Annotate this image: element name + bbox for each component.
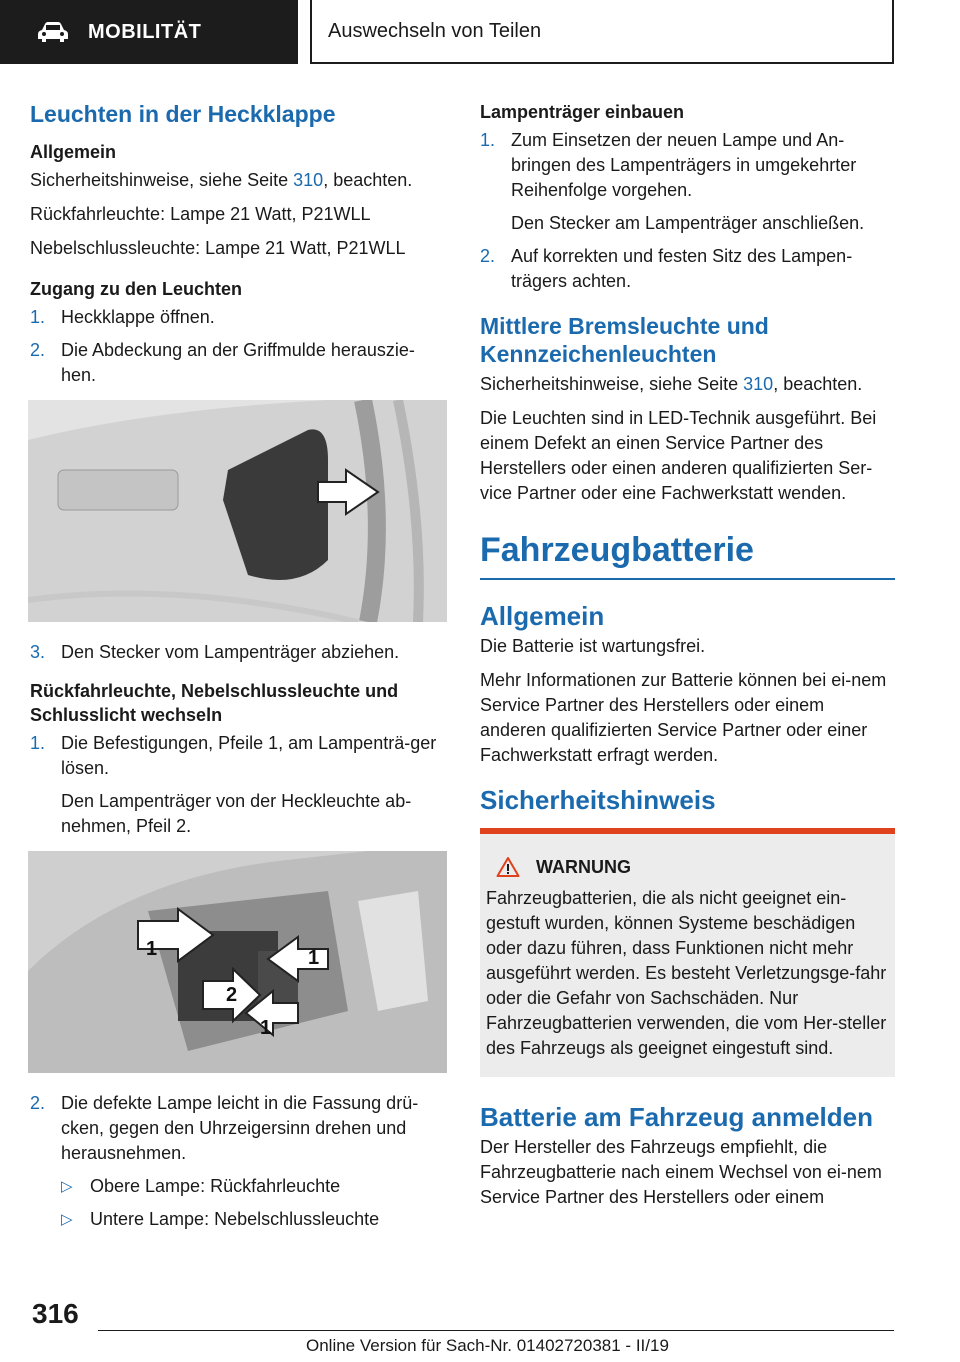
page-link[interactable]: 310 [293,170,324,190]
section-heading-battery-general: Allgemein [480,601,605,631]
brake-light-text: Die Leuchten sind in LED-Technik ausgeführt. Bei einem Defekt an einen Service Partner des Herstellers oder einen anderen qualifizierten Ser-vice Partner oder eine Fachwerkstatt wenden. [480,408,877,503]
list-item: 1. Die Befestigungen, Pfeile 1, am Lampenträ-ger lösen. [30,733,437,778]
callout-label: 1 [308,947,320,969]
left-column [30,100,445,1240]
footer-divider [98,1330,894,1331]
subheading-access: Zugang zu den Leuchten [30,279,242,299]
reverse-light-spec: Rückfahrleuchte: Lampe 21 Watt, P21WLL [30,204,371,224]
list-item: 2. Die defekte Lampe leicht in die Fassung drü-cken, gegen den Uhrzeigersinn drehen und herausnehmen. [30,1093,419,1163]
figure-lamp-carrier [28,851,447,1073]
page-link[interactable]: 310 [743,374,774,394]
section-heading-brake-light: Mittlere Bremsleuchte und Kennzeichenleuchten [480,313,769,367]
callout-label: 1 [146,938,158,960]
list-item: 2. Auf korrekten und festen Sitz des Lampen-trägers achten. [480,246,853,291]
car-icon [36,21,70,43]
figure-tailgate-cover [28,400,447,622]
list-item: 2. Die Abdeckung an der Griffmulde herauszie-hen. [30,340,415,385]
bullet-item: ▷ Untere Lampe: Nebelschlussleuchte [61,1209,380,1229]
safety-note: Sicherheitshinweise, siehe Seite 310, beachten. [30,170,413,190]
bullet-item: ▷ Obere Lampe: Rückfahrleuchte [61,1176,341,1196]
right-column [480,100,895,1219]
header-section-tab [0,0,298,64]
warning-text: Fahrzeugbatterien, die als nicht geeignet ein-gestuft wurden, können Systeme beschädigen oder dazu führen, dass Funktionen nicht mehr ausgeführt werden. Es besteht Verletzungsge-fahr oder die Gefahr von Sachschäden. Nur Fahrzeugbatterien verwenden, die vom Her-steller des Fahrzeugs als geeignet eingestuft sind. [486,888,887,1058]
callout-label: 2 [226,984,238,1006]
register-text: Der Hersteller des Fahrzeugs empfiehlt, die Fahrzeugbatterie nach einem Wechsel von ei-nem Service Partner des Herstellers oder einem [480,1137,882,1207]
chapter-heading-battery: Fahrzeugbatterie [480,530,895,580]
header-chapter [310,0,894,64]
callout-label: 1 [260,1017,272,1039]
list-item: 1. Heckklappe öffnen. [30,307,215,327]
list-item: 1. Zum Einsetzen der neuen Lampe und An-bringen des Lampenträgers in umgekehrter Reihenfolge vorgehen. [480,130,857,200]
fog-light-spec: Nebelschlussleuchte: Lampe 21 Watt, P21WLL [30,238,406,258]
section-heading-tailgate-lights: Leuchten in der Heckklappe [30,101,336,127]
subheading-general: Allgemein [30,142,117,162]
safety-note: Sicherheitshinweise, siehe Seite 310, beachten. [480,374,863,394]
subheading-install: Lampenträger einbauen [480,102,685,122]
section-heading-safety: Sicherheitshinweis [480,785,716,815]
list-item-note: Den Lampenträger von der Heckleuchte ab-nehmen, Pfeil 2. [61,791,412,836]
list-item-note: Den Stecker am Lampenträger anschließen. [511,213,865,233]
section-heading-register-battery: Batterie am Fahrzeug anmelden [480,1102,873,1132]
battery-maintenance-text: Die Batterie ist wartungsfrei. [480,636,706,656]
page-number: 316 [32,1298,79,1329]
warning-icon [496,856,520,878]
warning-title: WARNUNG [486,856,889,878]
chapter-title: Auswechseln von Teilen [328,19,542,42]
battery-info-text: Mehr Informationen zur Batterie können bei ei-nem Service Partner des Herstellers oder einem anderen qualifizierten Service Partner oder einer Fachwerkstatt erfragt werden. [480,670,887,765]
footer-online-version: Online Version für Sach-Nr. 01402720381 - II/19 [306,1336,669,1355]
subheading-change-lights: Rückfahrleuchte, Nebelschlussleuchte und Schlusslicht wechseln [30,681,399,725]
warning-box [480,828,895,1077]
section-title: MOBILITÄT [88,20,202,43]
list-item: 3. Den Stecker vom Lampenträger abziehen. [30,642,400,662]
